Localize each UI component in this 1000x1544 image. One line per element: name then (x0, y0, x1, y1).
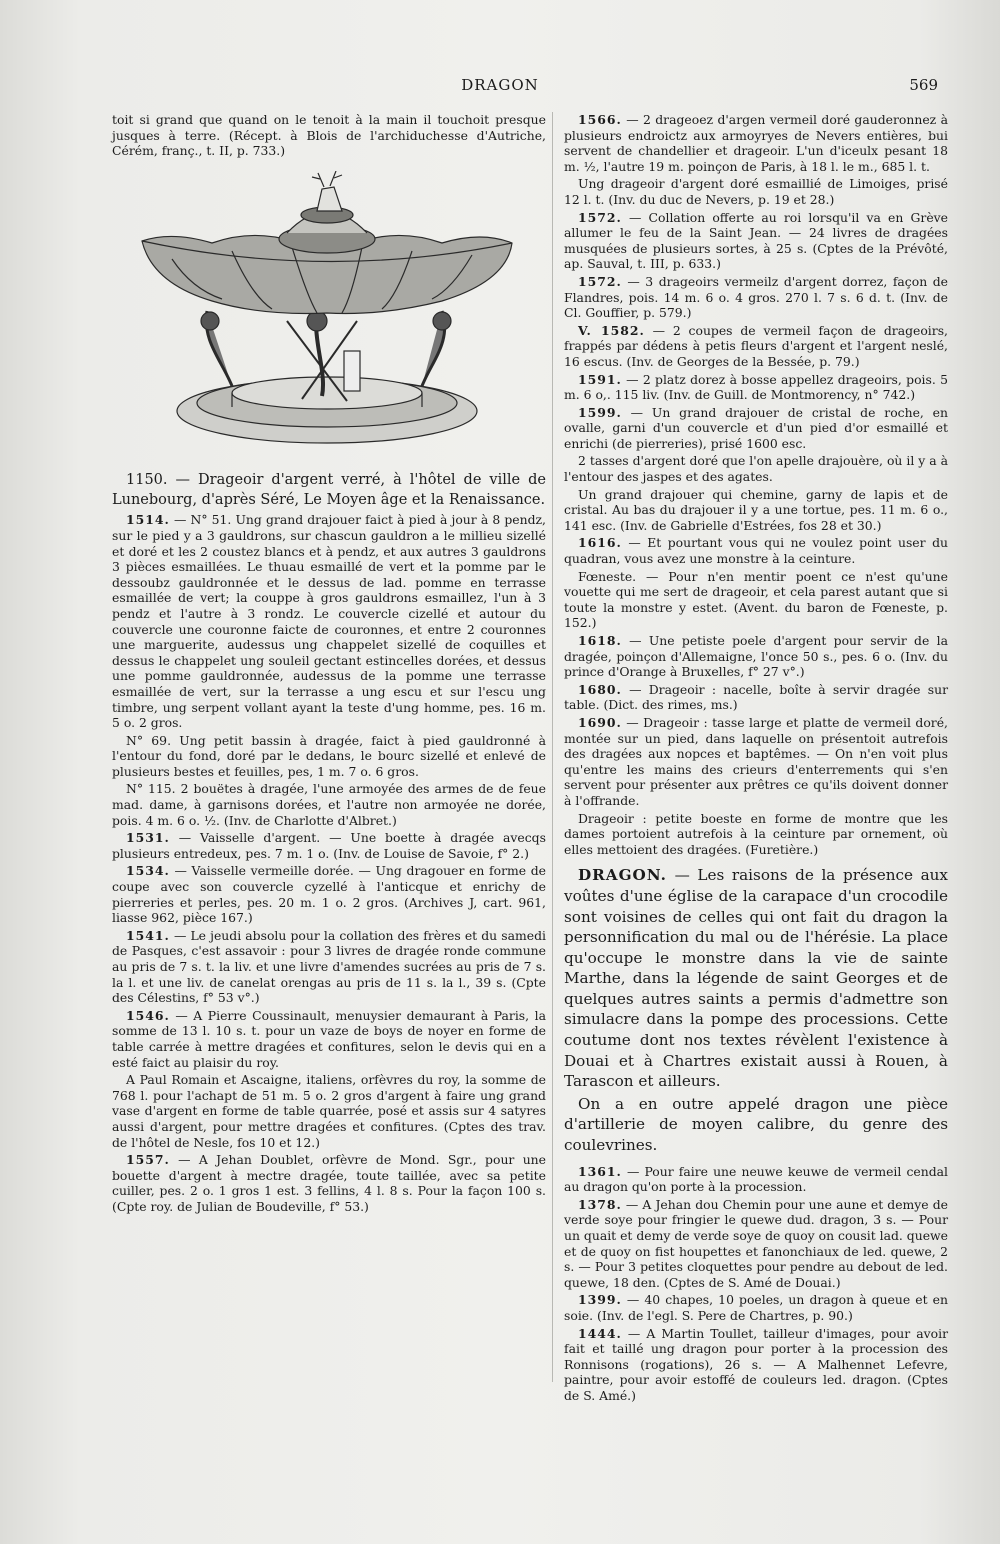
headword: DRAGON. (578, 866, 667, 885)
left-column (112, 112, 546, 1217)
entry (112, 733, 546, 780)
figure-caption: 1150. — Drageoir d'argent verré, à l'hôtel de ville de Lunebourg, d'après Séré, Le Moyen âge et la Renaissance. (112, 472, 546, 509)
entry (564, 811, 948, 858)
entry (564, 682, 948, 713)
entry (564, 715, 948, 809)
entry-text: Drageoir : petite boeste en forme de montre que les dames portoient autrefois à la ceinture par ornement, où elles mettoient des dragées. (Furetière.) (564, 810, 948, 857)
entry (564, 453, 948, 484)
entry-text: 2 tasses d'argent doré que l'on apelle drajouère, où il y a à l'entour des jaspes et des agates. (564, 453, 948, 485)
entry (564, 1326, 948, 1404)
entry (564, 487, 948, 534)
entry-text: — 2 platz dorez à bosse appellez drageoirs, pois. 5 m. 6 o,. 115 liv. (Inv. de Guill. de Montmorency, n° 742.) (564, 371, 948, 403)
entry-text: — Collation offerte au roi lorsqu'il va en Grève allumer le feu de la Saint Jean. — 24 livres de dragées musquées de plusieurs sortes, à 25 s. (Cptes de la Prévôté, ap. Sauval, t. III, p. 633.) (564, 209, 948, 272)
entry-text: N° 115. 2 bouëtes à dragée, l'une armoyée des armes de de feue mad. dame, à garnisons dorées, et l'autre non armoyée ne dorée, pois. 4 m. 6 o. ½. (Inv. de Charlotte d'Albret.) (112, 781, 546, 828)
entry (564, 1197, 948, 1291)
entry-year: 1546. (126, 1007, 170, 1023)
entry (112, 830, 546, 861)
entry-year: 1399. (578, 1292, 622, 1308)
entry-year: 1378. (578, 1196, 622, 1212)
entry-year: 1361. (578, 1163, 622, 1179)
entry-year: 1572. (578, 209, 622, 225)
entry (564, 569, 948, 631)
entry-text: — Vaisselle vermeille dorée. — Ung dragouer en forme de coupe avec son couvercle cyzellé à l'anticque et enrichy de pierreries et perles, pes. 20 m. 1 o. 2 gros. (Archives J, cart. 961, liasse 962, pièce 167.) (112, 863, 546, 926)
entry-text: — 2 coupes de vermeil façon de drageoirs, frappés par dédens à petis fleurs d'argent et l'argent neslé, 16 escus. (Inv. de Georges de la Bessée, p. 79.) (564, 322, 948, 369)
entry-year: 1557. (126, 1152, 170, 1168)
dragon-article (564, 865, 948, 1092)
entry-year: 1616. (578, 535, 622, 551)
entry (564, 210, 948, 272)
entry (112, 928, 546, 1006)
entry-year: 1690. (578, 714, 622, 730)
entry-text: — Une petiste poele d'argent pour servir de la dragée, poinçon d'Allemaigne, l'once 50 s., pes. 6 o. (Inv. du prince d'Orange à Bruxelles, f° 27 v°.) (564, 633, 948, 680)
entry (112, 512, 546, 730)
entry-year: 1444. (578, 1325, 622, 1341)
continued-paragraph: toit si grand que quand on le tenoit à la main il touchoit presque jusques à terre. (Récept. à Blois de l'archiduchesse d'Autriche, Cérém, franç., t. II, p. 733.) (112, 112, 546, 159)
artillery-paragraph: On a en outre appelé dragon une pièce d'artillerie de moyen calibre, du genre des coulevrines. (564, 1094, 948, 1155)
entry-year: V. 1582. (578, 322, 645, 338)
entry (564, 372, 948, 403)
entry-text: — Vaisselle d'argent. — Une boette à dragée avecqs plusieurs entredeux, pes. 7 m. 1 o. (Inv. de Louise de Savoie, f° 2.) (112, 830, 546, 861)
entry-text: — 2 drageoez d'argen vermeil doré gauderonnez à plusieurs endroictz aux armoyryes de Nevers entières, bui servent de chandellier et drageoir. L'un d'iceulx pesant 18 m. ½, l'autre 19 m. poinçon de Paris, à 18 l. le m., 685 l. t. (564, 112, 948, 174)
entry (564, 1292, 948, 1323)
entry-year: 1618. (578, 633, 622, 648)
entry (564, 405, 948, 452)
entry-year: 1534. (126, 863, 170, 879)
entry (564, 1164, 948, 1195)
entry-text: — 3 drageoirs vermeilz d'argent dorrez, façon de Flandres, pois. 14 m. 6 o. 4 gros. 270 l. 7 s. 6 d. t. (Inv. de Cl. Gouffier, p. 579.) (564, 273, 948, 321)
entry (112, 1072, 546, 1150)
entry-text: — Drageoir : nacelle, boîte à servir dragée sur table. (Dict. des rimes, ms.) (564, 681, 948, 713)
entry-year: 1599. (578, 404, 622, 420)
entry-year: 1541. (126, 927, 170, 943)
entry (112, 863, 546, 925)
entry-text: Fœneste. — Pour n'en mentir poent ce n'est qu'une vouette qui me sert de drageoir, et cela parest autant que si toute la monstre y estet. (Avent. du baron de Fœneste, p. 152.) (564, 568, 948, 631)
entry-text: — N° 51. Ung grand drajouer faict à pied à jour à 8 pendz, sur le pied y a 3 gauldrons, sur chascun gauldron a le millieu sizellé et doré et les 2 coustez blancs et à pendz, et aux autres 3 gauldrons 3 pièces esmaillées. Le thuau esmaillé de vert et la pomme par le dessoubz gauldronnée et le dessus de lad. pomme en terrasse esmaillée de vert; la couppe à gros gauldrons esmaillez, l'un à 3 pendz et l'autre à 3 rondz. Le couvercle cizellé et autour du couvercle une couronne faicte de couronnes, et entre 2 couronnes une marguerite, audessus ung chappelet sizellé de coquilles et dessus le chappelet ung souleil gectant estincelles dorées, et dessus une pomme gauldronnée, audessus de la pomme une terrasse esmaillée de vert, sur la terrasse a ung escu et sur l'escu ung timbre, ung serpent vollant ayant la teste d'ung homme, pes. 16 m. 5 o. 2 gros. (112, 512, 546, 731)
entry-text: — Pour faire une neuwe keuwe de vermeil cendal au dragon qu'on porte à la procession. (564, 1163, 948, 1195)
entry (112, 1008, 546, 1070)
entry-year: 1566. (578, 112, 622, 127)
entry (564, 323, 948, 370)
entry-text: — 40 chapes, 10 poeles, un dragon à queue et en soie. (Inv. de l'egl. S. Pere de Chartres, p. 90.) (564, 1292, 948, 1323)
entry-year: 1680. (578, 681, 622, 697)
entry-text: — A Pierre Coussinault, menuysier demaurant à Paris, la somme de 13 l. 10 s. t. pour un vaze de boys de noyer en forme de table carrée à mettre dragées et confitures, selon le devis qui en a esté faict au plaisir du roy. (112, 1007, 546, 1070)
entry-text: — Un grand drajouer de cristal de roche, en ovalle, garni d'un couvercle et d'un pied d'or esmaillé et enrichi (de pierreries), prisé 1600 esc. (564, 404, 948, 451)
headword-text: — Les raisons de la présence aux voûtes d'une église de la carapace d'un crocodile sont voisines de celles qui ont fait du dragon la personnification du mal ou de l'hérésie. La place qu'occupe le monstre dans la vie de sainte Marthe, dans la légende de saint Georges et de quelques autres saints a permis d'admettre son simulacre dans la pompe des processions. Cette coutume dont nos textes révèlent l'existence à Douai et à Chartres existait aussi à Rouen, à Tarascon et ailleurs. (564, 866, 948, 1091)
left-entries (112, 512, 546, 1214)
drageoir-illustration (112, 171, 546, 461)
entry-year: 1572. (578, 273, 622, 289)
entry-year: 1531. (126, 830, 170, 846)
entry (564, 633, 948, 680)
entry (112, 781, 546, 828)
right-column (564, 112, 948, 1406)
entry-text: Ung drageoir d'argent doré esmaillié de Limoiges, prisé 12 l. t. (Inv. du duc de Nevers, p. 19 et 28.) (564, 176, 948, 207)
entry-text: — A Jehan Doublet, orfèvre de Mond. Sgr., pour une bouette d'argent à mectre dragée, toute taillée, avec sa petite cuiller, pes. 2 o. 1 gros 1 est. 3 fellins, 4 l. 8 s. Pour la façon 100 s. (Cpte roy. de Julian de Boudeville, f° 53.) (112, 1152, 546, 1214)
entry-text: — A Martin Toullet, tailleur d'images, pour avoir fait et taillé ung dragon pour porter à la procession des Ronnisons (rogations), 26 s. — A Malhennet Lefevre, paintre, pour avoir estoffé de couleurs led. dragon. (Cptes de S. Amé.) (564, 1325, 948, 1403)
entry (112, 1152, 546, 1214)
entry-year: 1514. (126, 512, 170, 528)
page-number: 569 (909, 76, 938, 94)
running-title: DRAGON (461, 76, 539, 94)
entry (564, 535, 948, 566)
column-divider (552, 112, 553, 1382)
entry-text: — Et pourtant vous qui ne voulez point user du quadran, vous avez une monstre à la ceinture. (564, 535, 948, 567)
entry-text: — Drageoir : tasse large et platte de vermeil doré, montée sur un pied, dans laquelle on présentoit autrefois des dragées aux nopces et baptêmes. — On n'en voit plus qu'entre les mains des crieurs d'enterrements qui s'en servent pour présenter aux prêtres ce qu'ils doivent donner à l'offrande. (564, 714, 948, 808)
entry-text: A Paul Romain et Ascaigne, italiens, orfèvres du roy, la somme de 768 l. pour l'achapt de 51 m. 5 o. 2 gros d'argent à faire ung grand vase d'argent en forme de table quarrée, posé et assis sur 4 satyres aussi d'argent, pour mettre dragées et confitures. (Cptes des trav. de l'hôtel de Nesle, fos 10 et 12.) (112, 1072, 546, 1150)
entry-text: Un grand drajouer qui chemine, garny de lapis et de cristal. Au bas du drajouer il y a une tortue, pes. 11 m. 6 o., 141 esc. (Inv. de Gabrielle d'Estrées, fos 28 et 30.) (564, 486, 948, 533)
entry-text: — Le jeudi absolu pour la collation des frères et du samedi de Pasques, c'est assavoir : pour 3 livres de dragée ronde commune au pris de 7 s. t. la liv. et une livre d'amendes sucrées au pris de 7 s. la l. et une liv. de canelat orengas au pris de 11 s. la l., 39 s. (Cpte des Célestins, f° 53 v°.) (112, 927, 546, 1006)
entry-text: — A Jehan dou Chemin pour une aune et demye de verde soye pour fringier le quewe dud. dragon, 3 s. — Pour un quait et demy de verde soye de quoy on cousit lad. quewe et de quoy on fist houpettes et fanonchiaux de led. quewe, 2 s. — Pour 3 petites cloquettes pour pendre au debout de led. quewe, 18 den. (Cptes de S. Amé de Douai.) (564, 1196, 948, 1290)
entry-text: N° 69. Ung petit bassin à dragée, faict à pied gauldronné à l'entour du fond, doré par le dedans, le bourc sizellé et enlevé de plusieurs bestes et feuilles, pes, 1 m. 7 o. 6 gros. (112, 732, 546, 779)
entry-year: 1591. (578, 371, 622, 387)
entry (564, 112, 948, 174)
entry (564, 274, 948, 321)
entry (564, 176, 948, 207)
